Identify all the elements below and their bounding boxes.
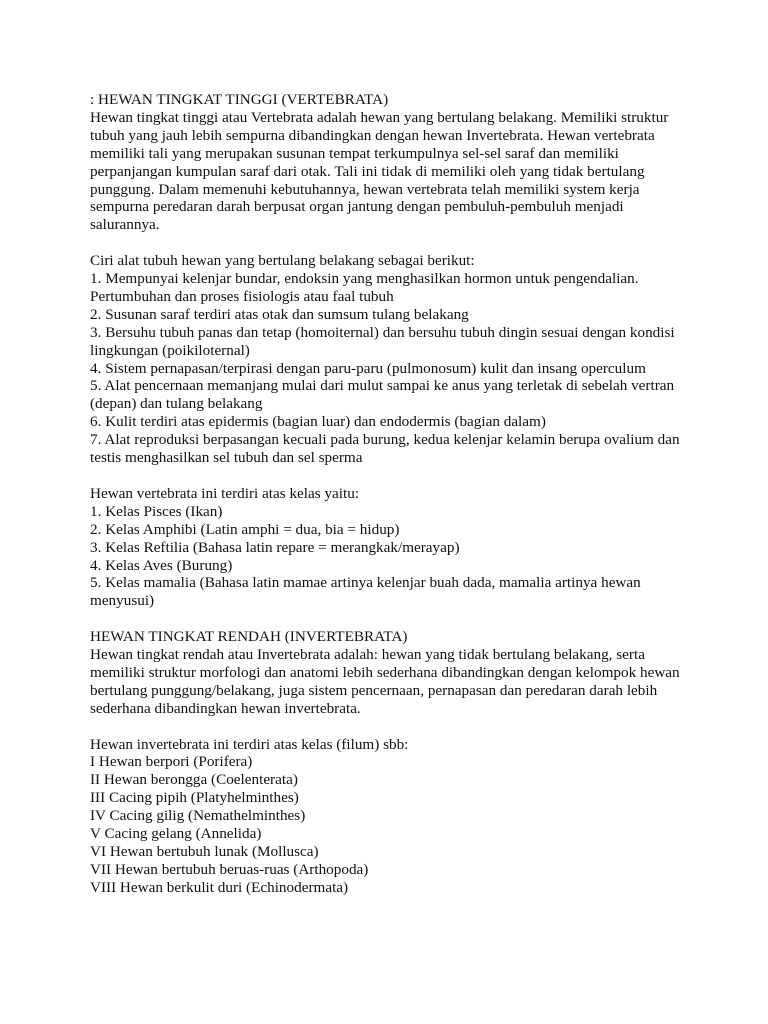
section-invertebrata <box>90 628 720 718</box>
list-item: menyusui) <box>90 592 155 610</box>
list-item: Pertumbuhan dan proses fisiologis atau faal tubuh <box>90 287 394 305</box>
list-item: 4. Kelas Aves (Burung) <box>90 556 233 574</box>
list-item: 5. Alat pencernaan memanjang mulai dari mulut sampai ke anus yang terletak di sebelah vertran <box>90 377 675 395</box>
list-item: 1. Mempunyai kelenjar bundar, endoksin yang menghasilkan hormon untuk pengendalian. <box>90 270 639 288</box>
list-item: 3. Bersuhu tubuh panas dan tetap (homoiternal) dan bersuhu tubuh dingin sesuai dengan kondisi <box>90 323 675 341</box>
document-page <box>90 91 720 897</box>
list-item: 1. Kelas Pisces (Ikan) <box>90 502 223 520</box>
list-item: III Cacing pipih (Platyhelminthes) <box>90 789 299 807</box>
paragraph-line: perpanjangan kumpulan saraf dari otak. Tali ini tidak di memiliki oleh yang tidak bertulang <box>90 162 645 180</box>
list-item: 6. Kulit terdiri atas epidermis (bagian luar) dan endodermis (bagian dalam) <box>90 413 546 431</box>
paragraph-gap <box>90 610 720 628</box>
section-ciri-vertebrata <box>90 252 720 467</box>
paragraph-line: sederhana dibandingkan hewan invertebrata. <box>90 699 361 717</box>
list-item: V Cacing gelang (Annelida) <box>90 825 262 843</box>
section-kelas-vertebrata <box>90 485 720 610</box>
list-intro: Ciri alat tubuh hewan yang bertulang belakang sebagai berikut: <box>90 252 475 270</box>
list-item: 5. Kelas mamalia (Bahasa latin mamae artinya kelenjar buah dada, mamalia artinya hewan <box>90 574 641 592</box>
paragraph-line: bertulang punggung/belakang, juga sistem pencernaan, pernapasan dan peredaran darah lebih <box>90 681 658 699</box>
paragraph-line: salurannya. <box>90 216 160 234</box>
list-item: IV Cacing gilig (Nemathelminthes) <box>90 807 306 825</box>
list-item: 2. Kelas Amphibi (Latin amphi = dua, bia = hidup) <box>90 520 400 538</box>
list-item: VII Hewan bertubuh beruas-ruas (Arthopoda) <box>90 860 369 878</box>
paragraph-gap <box>90 718 720 736</box>
list-item: VI Hewan bertubuh lunak (Mollusca) <box>90 843 319 860</box>
list-item: 7. Alat reproduksi berpasangan kecuali pada burung, kedua kelenjar kelamin berupa ovalium dan <box>90 431 680 449</box>
list-intro: Hewan vertebrata ini terdiri atas kelas yaitu: <box>90 484 360 502</box>
section-heading: : HEWAN TINGKAT TINGGI (VERTEBRATA) <box>90 91 389 108</box>
list-item: 2. Susunan saraf terdiri atas otak dan sumsum tulang belakang <box>90 305 469 323</box>
paragraph-gap <box>90 467 720 485</box>
paragraph-line: punggung. Dalam memenuhi kebutuhannya, hewan vertebrata telah memiliki system kerja <box>90 180 640 198</box>
paragraph-gap <box>90 234 720 252</box>
paragraph-line: sempurna peredaran darah berpusat organ jantung dengan pembuluh-pembuluh menjadi <box>90 198 624 216</box>
paragraph-line: memiliki struktur morfologi dan anatomi lebih sederhana dibandingkan dengan kelompok hewan <box>90 663 680 681</box>
list-item: 4. Sistem pernapasan/terpirasi dengan paru-paru (pulmonosum) kulit dan insang operculum <box>90 359 646 377</box>
paragraph-line: tubuh yang jauh lebih sempurna dibandingkan dengan hewan Invertebrata. Hewan vertebrata <box>90 126 655 144</box>
list-item: II Hewan berongga (Coelenterata) <box>90 771 298 789</box>
paragraph-line: Hewan tingkat tinggi atau Vertebrata adalah hewan yang bertulang belakang. Memiliki struktur <box>90 108 669 126</box>
section-kelas-invertebrata <box>90 736 720 897</box>
paragraph-line: memiliki tali yang merupakan susunan tempat terkumpulnya sel-sel saraf dan memiliki <box>90 144 619 162</box>
list-item: I Hewan berpori (Porifera) <box>90 753 253 771</box>
list-item: lingkungan (poikiloternal) <box>90 341 250 359</box>
list-item: VIII Hewan berkulit duri (Echinodermata) <box>90 878 349 896</box>
list-item: (depan) dan tulang belakang <box>90 395 263 413</box>
section-vertebrata <box>90 91 720 234</box>
list-intro: Hewan invertebrata ini terdiri atas kelas (filum) sbb: <box>90 735 409 753</box>
list-item: testis menghasilkan sel tubuh dan sel sperma <box>90 449 363 467</box>
paragraph-line: Hewan tingkat rendah atau Invertebrata adalah: hewan yang tidak bertulang belakang, serta <box>90 646 645 664</box>
section-heading: HEWAN TINGKAT RENDAH (INVERTEBRATA) <box>90 628 408 646</box>
list-item: 3. Kelas Reftilia (Bahasa latin repare = merangkak/merayap) <box>90 538 460 556</box>
